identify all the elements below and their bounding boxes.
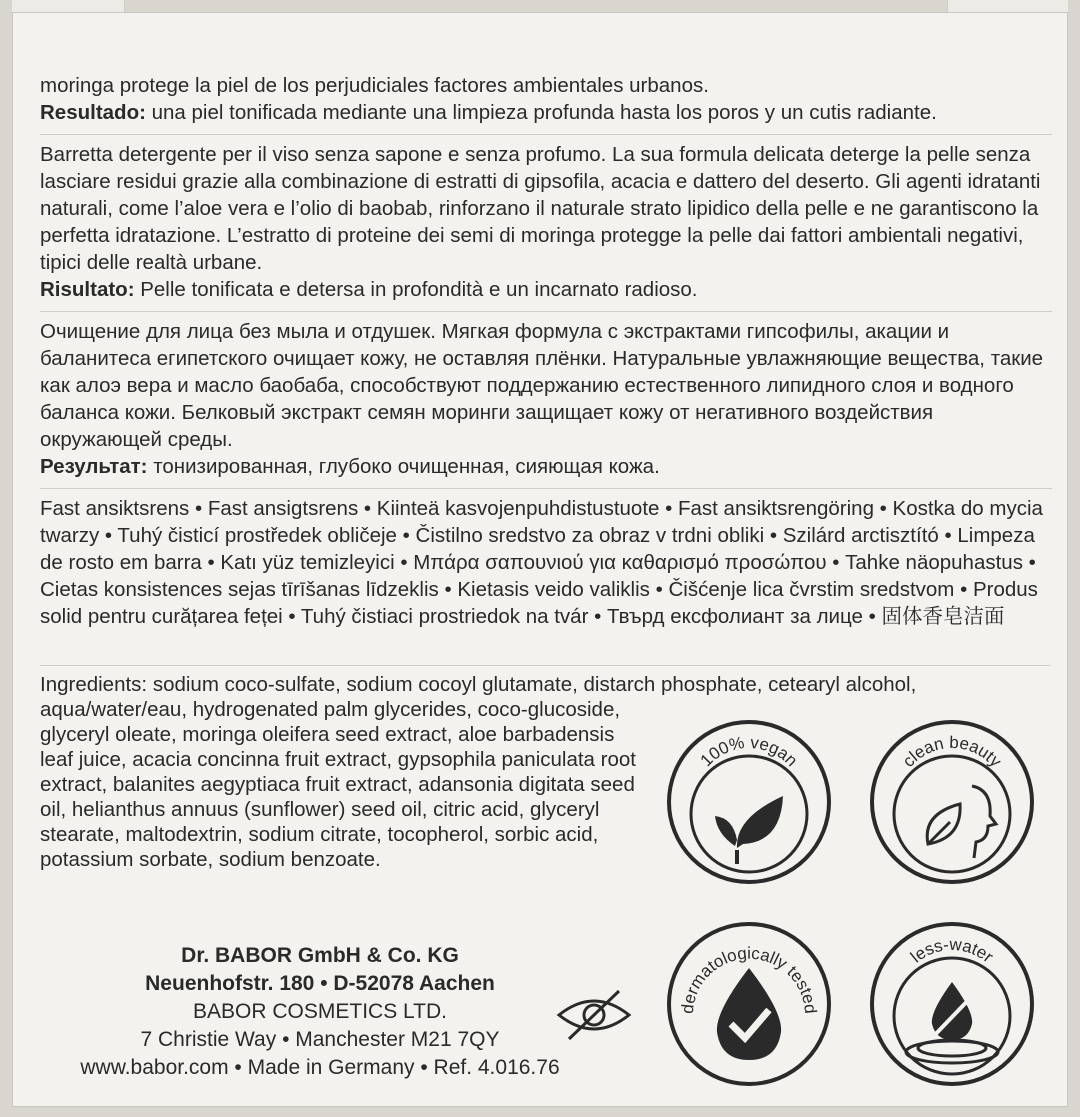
- description-block: [40, 72, 1052, 630]
- it-text: Barretta detergente per il viso senza sapone e senza profumo. La sua formula delicata deterge la pelle senza lasciare residui grazie alla combinazione di estratti di gipsofila, acacia e dattero del deserto. Gli agenti idratanti naturali, come l’aloe vera e l’olio di baobab, rinforzano il naturale strato lipidico della pelle e ne garantiscono la perfetta idratazione. L’estratto di proteine dei semi di moringa protegge la pelle dai fattori ambientali negativi, tipici delle realtà urbane.: [40, 143, 1041, 274]
- dermatologically-tested-badge: [665, 920, 833, 1088]
- divider: [40, 134, 1052, 135]
- less-water-badge-label: less-water: [906, 934, 997, 967]
- ingredients-list: aqua/water/eau, hydrogenated palm glycerides, coco-glucoside, glyceryl oleate, moringa oleifera seed extract, aloe barbadensis leaf juice, acacia concinna fruit extract, gypsophila paniculata root extract, balanites aegyptiaca fruit extract, adansonia digitata seed oil, helianthus annuus (sunflower) seed oil, citric acid, glyceryl stearate, maltodextrin, sodium citrate, tocopherol, sorbic acid, potassium sorbate, sodium benzoate.: [40, 698, 636, 871]
- drop-check-icon: [717, 968, 781, 1060]
- it-result: [40, 276, 1052, 303]
- uk-company: BABOR COSMETICS LTD.: [193, 1000, 447, 1023]
- vegan-badge-label: 100% vegan: [696, 732, 802, 771]
- derma-badge-label: dermatologically tested: [677, 943, 821, 1015]
- it-result-label: Risultato:: [40, 278, 135, 301]
- address-block: [40, 942, 600, 1082]
- vegan-badge: [665, 718, 833, 886]
- ingredients-first-line: Ingredients: sodium coco-sulfate, sodium cocoyl glutamate, distarch phosphate, cetearyl alcohol,: [40, 673, 917, 696]
- footer-line: www.babor.com • Made in Germany • Ref. 4.016.76: [80, 1056, 560, 1079]
- company-name: Dr. BABOR GmbH & Co. KG: [181, 944, 459, 967]
- company-street: Neuenhofstr. 180 • D-52078 Aachen: [145, 972, 495, 995]
- divider: [40, 488, 1052, 489]
- divider: [40, 665, 1050, 666]
- ru-result: [40, 453, 1052, 480]
- ru-text: Очищение для лица без мыла и отдушек. Мягкая формула с экстрактами гипсофилы, акации и баланитеса египетского очищает кожу, не оставляя плёнки. Натуральные увлажняющие вещества, такие как алоэ вера и масло баобаба, способствуют поддержанию естественного липидного слоя и водного баланса кожи. Белковый экстракт семян моринги защищает кожу от негативного воздействия окружающей среды.: [40, 320, 1044, 451]
- es-result: [40, 99, 1052, 126]
- face-leaf-icon: [927, 786, 996, 858]
- ru-result-text: тонизированная, глубоко очищенная, сияющая кожа.: [147, 455, 660, 478]
- clean-beauty-badge: [868, 718, 1036, 886]
- it-result-text: Pelle tonificata e detersa in profondità e un incarnato radioso.: [134, 278, 698, 301]
- clean-badge-label: clean beauty: [898, 732, 1006, 771]
- water-drop-icon: [906, 982, 998, 1063]
- ru-result-label: Результат:: [40, 455, 148, 478]
- es-text: moringa protege la piel de los perjudiciales factores ambientales urbanos.: [40, 74, 709, 97]
- product-names: Fast ansiktsrens • Fast ansigtsrens • Kiinteä kasvojenpuhdistustuote • Fast ansiktsrengöring • Kostka do mycia twarzy • Tuhý čisticí prostředek obličeje • Čistilno sredstvo za obraz v trdni obliki • Szilárd arctisztító • Limpeza de rosto em barra • Katı yüz temizleyici • Μπάρα σαπουνιού για καθαρισμό προσώπου • Tahke näopuhastus • Cietas konsistences sejas tīrīšanas līdzeklis • Kietasis veido valiklis • Čišćenje lica čvrstim sredstvom • Produs solid pentru curățarea feței • Tuhý čistiaci prostriedok na tvár • Твърд ексфолиант за лице • 固体香皂洁面: [40, 497, 1043, 628]
- divider: [40, 311, 1052, 312]
- less-water-badge: [868, 920, 1036, 1088]
- uk-street: 7 Christie Way • Manchester M21 7QY: [140, 1028, 500, 1051]
- es-result-text: una piel tonificada mediante una limpieza profunda hasta los poros y un cutis radiante.: [145, 101, 937, 124]
- es-result-label: Resultado:: [40, 101, 146, 124]
- leaf-icon: [715, 796, 783, 864]
- eye-crossed-icon: [555, 985, 633, 1045]
